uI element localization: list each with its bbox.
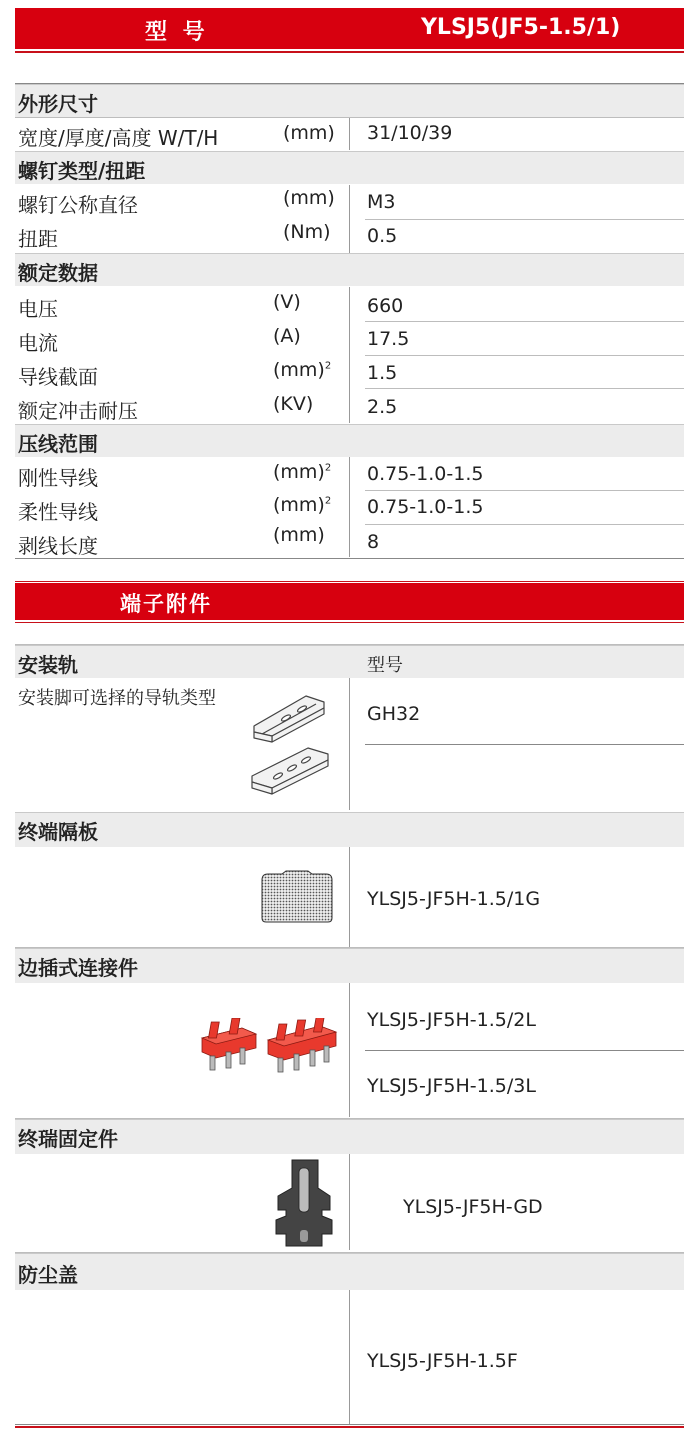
column-divider: [349, 118, 350, 150]
bottom-red-line: [15, 1426, 684, 1428]
screw-diameter-label: 螺钉公称直径: [18, 193, 138, 217]
section-end-stop: [15, 1119, 684, 1154]
section-cover-title: 防尘盖: [18, 1263, 78, 1287]
jumper-model-2l: YLSJ5-JF5H-1.5/2L: [367, 1009, 536, 1031]
divider: [365, 355, 684, 356]
divider: [365, 744, 684, 745]
header-model-label: 型 号: [145, 20, 209, 45]
dims-row-unit: (mm): [283, 122, 335, 144]
rigid-wire-unit: (mm)$^2$: [273, 461, 332, 483]
rail-model: GH32: [367, 703, 421, 725]
screw-diameter-value: M3: [367, 191, 396, 213]
accessories-top-line: [15, 581, 684, 582]
section-rail-title: 安装轨: [18, 653, 78, 677]
column-divider: [349, 457, 350, 557]
strip-length-unit: (mm): [273, 524, 325, 546]
dims-row-label: 宽度/厚度/高度 W/T/H: [18, 126, 219, 150]
current-label: 电流: [18, 331, 58, 355]
column-divider: [349, 287, 350, 423]
torque-unit: (Nm): [283, 221, 331, 243]
divider: [15, 1424, 684, 1425]
section-end-stop-title: 终瑞固定件: [18, 1127, 118, 1151]
end-stop-model: YLSJ5-JF5H-GD: [403, 1196, 543, 1218]
end-plate-icon: [258, 870, 336, 924]
cross-section-unit: (mm)$^2$: [273, 359, 332, 381]
torque-value: 0.5: [367, 225, 398, 247]
jumper-bridge-icon: [198, 1018, 340, 1074]
section-screw: [15, 151, 684, 184]
section-dims: [15, 84, 684, 117]
voltage-label: 电压: [18, 297, 58, 321]
column-divider: [349, 1290, 350, 1424]
column-divider: [349, 847, 350, 947]
rigid-wire-value: 0.75-1.0-1.5: [367, 463, 484, 485]
accessories-title: 端子附件: [120, 592, 212, 616]
column-divider: [349, 1154, 350, 1250]
voltage-value: 660: [367, 295, 404, 317]
rigid-wire-label: 刚性导线: [18, 466, 98, 490]
section-rail: [15, 645, 684, 678]
section-end-plate-title: 终端隔板: [18, 820, 98, 844]
divider: [365, 321, 684, 322]
section-dims-title: 外形尺寸: [18, 92, 98, 116]
strip-length-value: 8: [367, 531, 380, 553]
section-screw-title: 螺钉类型/扭距: [18, 159, 146, 183]
impulse-voltage-label: 额定冲击耐压: [18, 399, 138, 423]
rail-description: 安装脚可选择的导轨类型: [18, 688, 216, 709]
section-rated-title: 额定数据: [18, 261, 98, 285]
section-jumper-title: 边插式连接件: [18, 956, 138, 980]
section-jumper: [15, 948, 684, 983]
header-underline: [15, 51, 684, 53]
divider: [365, 1050, 684, 1051]
screw-diameter-unit: (mm): [283, 187, 335, 209]
section-wire: [15, 424, 684, 457]
cover-model: YLSJ5-JF5H-1.5F: [367, 1350, 518, 1372]
section-wire-title: 压线范围: [18, 432, 98, 456]
accessories-header: [15, 583, 684, 620]
impulse-voltage-unit: (KV): [273, 393, 314, 415]
end-plate-model: YLSJ5-JF5H-1.5/1G: [367, 888, 541, 910]
current-unit: (A): [273, 325, 301, 347]
flexible-wire-unit: (mm)$^2$: [273, 494, 332, 516]
accessories-underline: [15, 622, 684, 623]
torque-label: 扭距: [18, 227, 58, 251]
cross-section-label: 导线截面: [18, 365, 98, 389]
divider: [365, 219, 684, 220]
column-divider: [349, 678, 350, 810]
cross-section-value: 1.5: [367, 362, 398, 384]
column-divider: [349, 185, 350, 253]
divider: [365, 388, 684, 389]
rail-model-header: 型号: [367, 655, 403, 676]
flexible-wire-label: 柔性导线: [18, 500, 98, 524]
column-divider: [349, 983, 350, 1117]
end-stop-icon: [272, 1158, 336, 1248]
divider: [15, 558, 684, 559]
section-cover: [15, 1253, 684, 1290]
jumper-model-3l: YLSJ5-JF5H-1.5/3L: [367, 1075, 536, 1097]
current-value: 17.5: [367, 328, 410, 350]
product-header: [15, 8, 684, 49]
dims-row-value: 31/10/39: [367, 122, 453, 144]
strip-length-label: 剥线长度: [18, 534, 98, 558]
divider: [365, 490, 684, 491]
section-end-plate: [15, 812, 684, 847]
impulse-voltage-value: 2.5: [367, 396, 398, 418]
flexible-wire-value: 0.75-1.0-1.5: [367, 496, 484, 518]
section-rated: [15, 253, 684, 286]
header-model-value: YLSJ5(JF5-1.5/1): [421, 15, 621, 40]
din-rail-icon: [248, 688, 334, 800]
divider: [365, 524, 684, 525]
voltage-unit: (V): [273, 291, 301, 313]
